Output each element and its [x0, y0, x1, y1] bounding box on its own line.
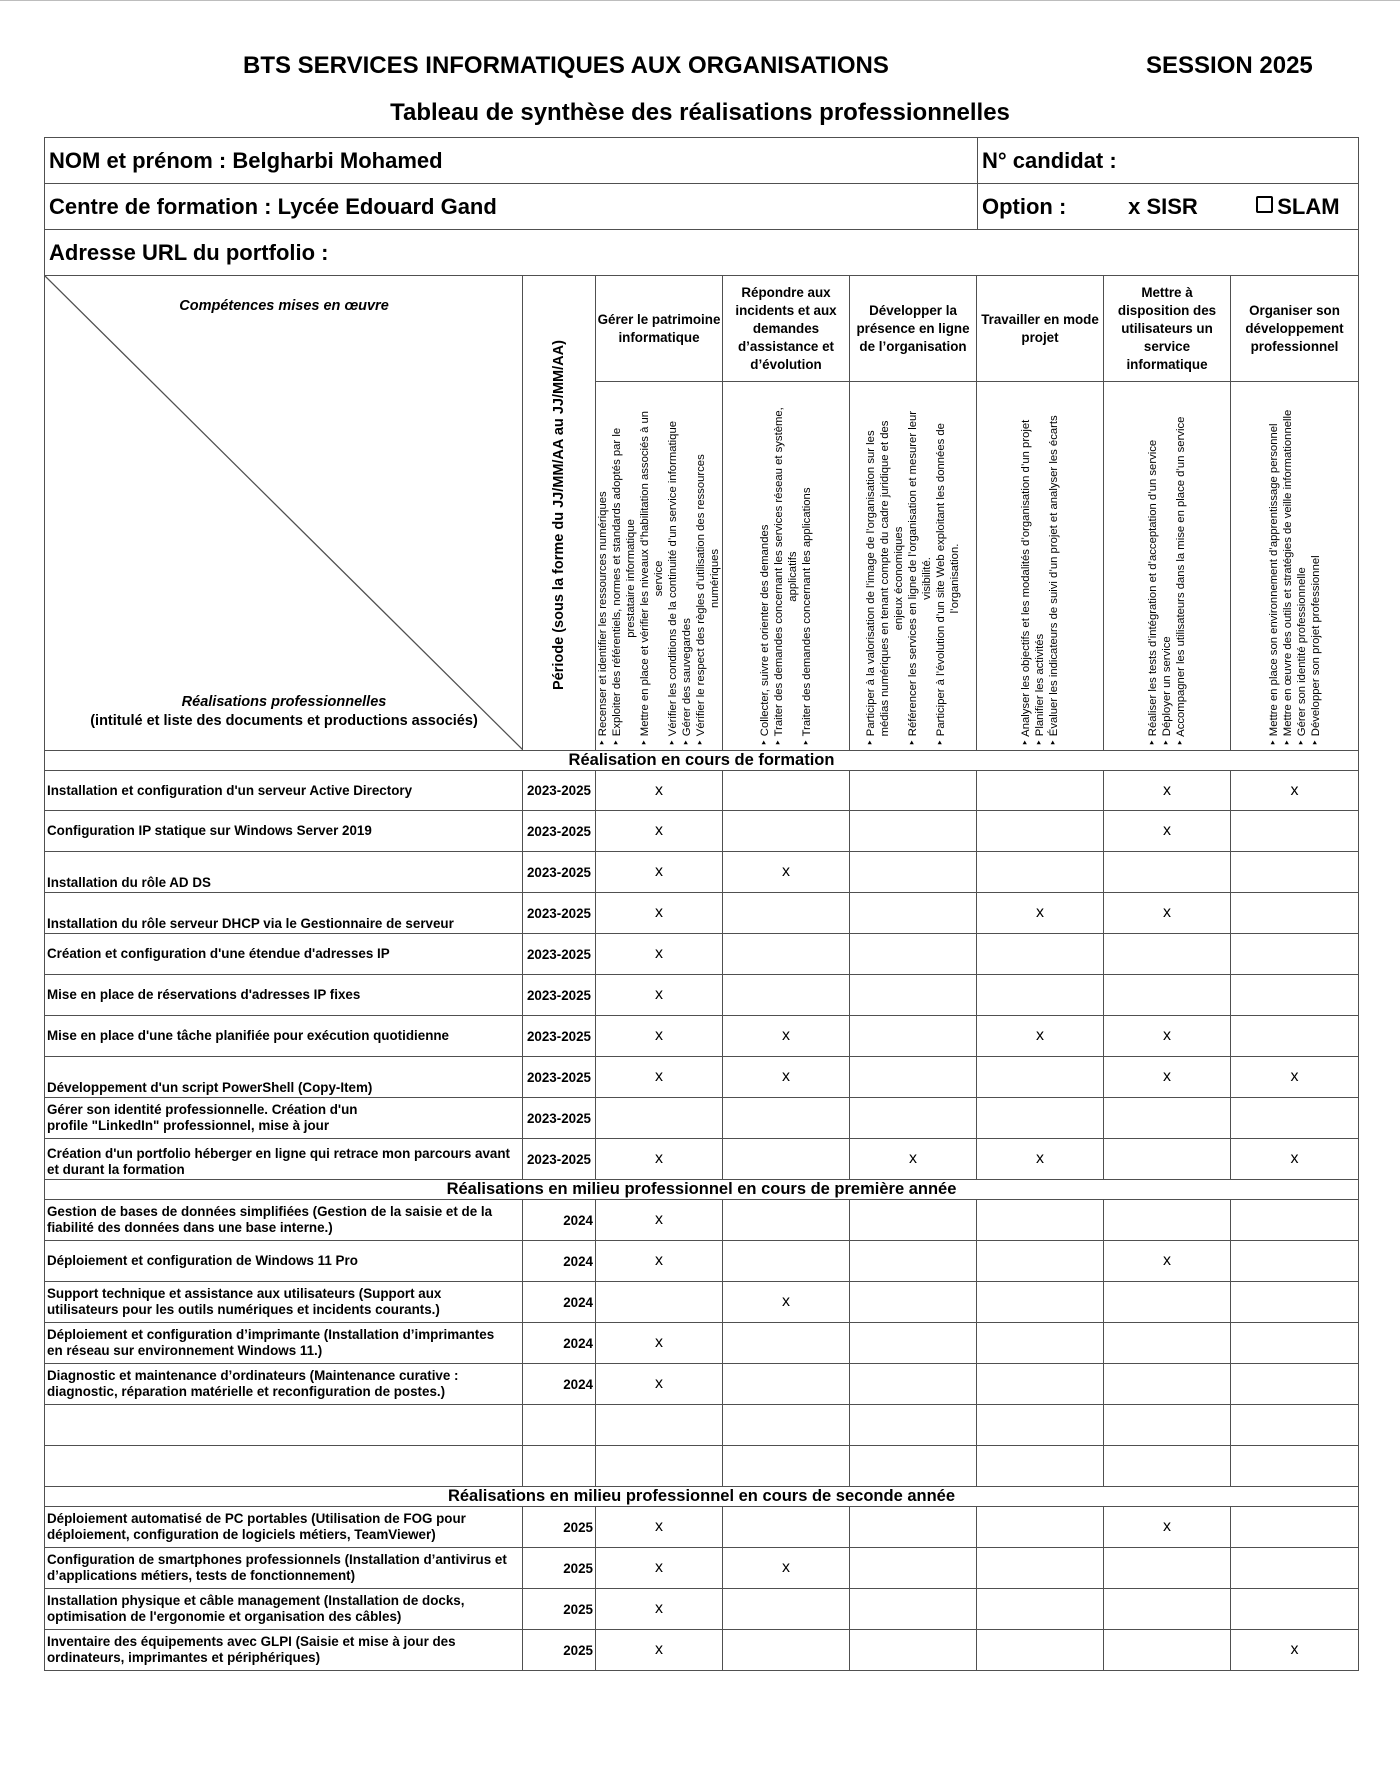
competence-mark	[977, 1057, 1104, 1098]
competence-mark: x	[596, 1548, 723, 1589]
realisation-period: 2023-2025	[523, 852, 596, 893]
realisation-label	[45, 1446, 523, 1487]
table-row	[45, 1405, 1359, 1446]
competence-mark	[723, 1323, 850, 1364]
competence-mark	[723, 893, 850, 934]
competence-mark: x	[596, 893, 723, 934]
option-slam[interactable]	[1256, 194, 1339, 220]
competence-mark	[723, 1405, 850, 1446]
realisation-period: 2023-2025	[523, 1057, 596, 1098]
competence-mark	[1231, 1098, 1359, 1139]
table-row	[45, 893, 1359, 934]
training-center: Centre de formation : Lycée Edouard Gand	[45, 184, 978, 230]
competence-mark	[850, 1589, 977, 1630]
diagonal-header-cell	[45, 276, 523, 751]
competence-mark	[850, 1323, 977, 1364]
realisation-label: Mise en place d'une tâche planifiée pour exécution quotidienne	[45, 1016, 523, 1057]
competence-mark: x	[1231, 1630, 1359, 1671]
competence-mark: x	[1104, 811, 1231, 852]
competence-mark	[1231, 1589, 1359, 1630]
table-row	[45, 1098, 1359, 1139]
competence-mark: x	[596, 771, 723, 811]
competence-mark: x	[596, 1016, 723, 1057]
competence-mark	[977, 975, 1104, 1016]
table-row	[45, 1446, 1359, 1487]
section-title: Réalisations en milieu professionnel en cours de seconde année	[45, 1487, 1359, 1507]
realisation-label: Déploiement et configuration d’imprimante (Installation d’imprimantes en réseau sur environnement Windows 11.)	[45, 1323, 523, 1364]
realisation-label: Installation physique et câble management (Installation de docks, optimisation de l'ergonomie et organisation des câbles)	[45, 1589, 523, 1630]
section-header-row	[45, 1180, 1359, 1200]
competence-mark	[977, 811, 1104, 852]
portfolio-url: Adresse URL du portfolio :	[45, 230, 1359, 276]
realisation-label: Gestion de bases de données simplifiées (Gestion de la saisie et de la fiabilité des données dans une base interne.)	[45, 1200, 523, 1241]
period-header-cell	[523, 276, 596, 751]
competence-mark	[850, 852, 977, 893]
competence-mark: x	[596, 1323, 723, 1364]
realisation-period: 2024	[523, 1364, 596, 1405]
competence-mark	[850, 1098, 977, 1139]
competence-item: ‣ Analyser les objectifs et les modalités d’organisation d’un projet	[1020, 419, 1032, 746]
competence-mark: x	[723, 1057, 850, 1098]
competence-item: ‣ Développer son projet professionnel	[1309, 555, 1322, 746]
realisations-label-title: Réalisations professionnelles	[181, 694, 387, 710]
competence-mark: x	[596, 852, 723, 893]
competence-item: service	[653, 560, 665, 597]
realisation-label: Développement d'un script PowerShell (Copy-Item)	[45, 1057, 523, 1098]
realisation-period: 2025	[523, 1630, 596, 1671]
option-label: Option :	[982, 193, 1067, 219]
realisation-period	[523, 1405, 596, 1446]
realisation-period: 2025	[523, 1589, 596, 1630]
competence-mark	[1231, 1364, 1359, 1405]
table-row	[45, 1016, 1359, 1057]
competence-mark	[723, 1200, 850, 1241]
competence-mark	[977, 934, 1104, 975]
competence-mark: x	[977, 1016, 1104, 1057]
competence-mark	[1104, 975, 1231, 1016]
competence-item: ‣ Collecter, suivre et orienter des demandes	[759, 524, 771, 746]
competence-mark	[723, 934, 850, 975]
competence-mark	[977, 1098, 1104, 1139]
realisation-label: Inventaire des équipements avec GLPI (Saisie et mise à jour des ordinateurs, imprimantes et périphériques)	[45, 1630, 523, 1671]
table-row	[45, 1200, 1359, 1241]
competence-item: ‣ Évaluer les indicateurs de suivi d’un projet et analyser les écarts	[1048, 415, 1060, 746]
competence-mark	[723, 1139, 850, 1180]
competence-mark	[596, 1098, 723, 1139]
candidate-number: N° candidat :	[978, 138, 1359, 184]
competence-mark	[1231, 1323, 1359, 1364]
competence-mark: x	[723, 1016, 850, 1057]
synthesis-sheet	[44, 137, 1358, 1777]
competence-mark	[596, 1282, 723, 1323]
competence-item: visibilité.	[921, 557, 933, 600]
competence-mark	[723, 1098, 850, 1139]
competence-header-2: Développer la présence en ligne de l’organisation	[850, 276, 977, 382]
competence-mark	[850, 1446, 977, 1487]
realisation-label	[45, 1405, 523, 1446]
competence-item: ‣ Traiter des demandes concernant les applications	[801, 487, 813, 746]
competence-item: ‣ Vérifier le respect des règles d’utilisation des ressources	[695, 454, 707, 746]
realisation-period: 2023-2025	[523, 771, 596, 811]
competence-item: applicatifs	[787, 551, 799, 602]
competence-mark	[850, 1016, 977, 1057]
table-row	[45, 1589, 1359, 1630]
competence-mark: x	[977, 893, 1104, 934]
competence-mark	[850, 1630, 977, 1671]
competence-items-3	[1019, 415, 1061, 746]
competence-header-1: Répondre aux incidents et aux demandes d’assistance et d’évolution	[723, 276, 850, 382]
competence-mark	[850, 811, 977, 852]
competence-mark: x	[1104, 1507, 1231, 1548]
section-header-row	[45, 751, 1359, 771]
option-field	[978, 184, 1359, 230]
competence-mark	[850, 1405, 977, 1446]
competence-mark: x	[723, 1282, 850, 1323]
table-row	[45, 1364, 1359, 1405]
competence-mark	[723, 1589, 850, 1630]
realisation-period: 2024	[523, 1241, 596, 1282]
competence-item: ‣ Participer à la valorisation de l’image de l’organisation sur les	[865, 430, 877, 746]
competence-mark	[1231, 975, 1359, 1016]
competence-mark	[850, 1241, 977, 1282]
realisations-label-subtitle: (intitulé et liste des documents et productions associés)	[90, 713, 478, 729]
table-row	[45, 811, 1359, 852]
competence-mark	[977, 1364, 1104, 1405]
competence-mark: x	[1104, 1057, 1231, 1098]
table-row	[45, 1057, 1359, 1098]
competence-mark	[977, 1630, 1104, 1671]
competence-mark: x	[596, 1241, 723, 1282]
competence-mark: x	[1104, 1241, 1231, 1282]
competence-mark	[723, 1630, 850, 1671]
competence-mark: x	[596, 1364, 723, 1405]
competence-item: ‣ Gérer des sauvegardes	[681, 618, 693, 746]
option-sisr[interactable]: x SISR	[1128, 193, 1198, 219]
realisation-period	[523, 1446, 596, 1487]
competence-mark	[850, 934, 977, 975]
table-row	[45, 975, 1359, 1016]
competence-mark	[1231, 1200, 1359, 1241]
realisation-label: Configuration IP statique sur Windows Server 2019	[45, 811, 523, 852]
table-row	[45, 1282, 1359, 1323]
competence-mark	[977, 771, 1104, 811]
competence-mark: x	[596, 975, 723, 1016]
competence-item: prestataire informatique	[625, 519, 637, 638]
competence-details-2	[850, 382, 977, 751]
competence-mark	[977, 1241, 1104, 1282]
session-label: SESSION 2025	[1146, 52, 1313, 79]
realisation-label: Gérer son identité professionnelle. Création d'un profile "LinkedIn" professionnel, mise à jour	[45, 1098, 523, 1139]
competence-mark: x	[1104, 771, 1231, 811]
competence-header-5: Organiser son développement professionnel	[1231, 276, 1359, 382]
table-row	[45, 1323, 1359, 1364]
realisation-period: 2024	[523, 1282, 596, 1323]
competence-header-3: Travailler en mode projet	[977, 276, 1104, 382]
competence-mark	[723, 1507, 850, 1548]
option-slam-label: SLAM	[1277, 193, 1340, 219]
period-header: Période (sous la forme du JJ/MM/AA au JJ/MM/AA)	[551, 340, 567, 690]
competence-mark: x	[1104, 893, 1231, 934]
competence-mark	[977, 1548, 1104, 1589]
competence-details-0	[596, 382, 723, 751]
competence-items-1	[758, 407, 814, 746]
competence-mark	[1104, 1139, 1231, 1180]
competence-mark: x	[1231, 1139, 1359, 1180]
competence-mark	[977, 852, 1104, 893]
competence-item: numériques	[709, 548, 721, 608]
competence-mark	[1104, 1548, 1231, 1589]
competence-mark	[850, 771, 977, 811]
candidate-info-table	[44, 137, 1359, 276]
realisation-label: Installation du rôle serveur DHCP via le Gestionnaire de serveur	[45, 893, 523, 934]
realisation-label: Déploiement et configuration de Windows 11 Pro	[45, 1241, 523, 1282]
realisation-label: Déploiement automatisé de PC portables (Utilisation de FOG pour déploiement, configuration de logiciels métiers, TeamViewer)	[45, 1507, 523, 1548]
competence-item: ‣ Réaliser les tests d’intégration et d’acceptation d’un service	[1147, 439, 1159, 746]
competence-mark	[850, 893, 977, 934]
competence-items-0	[596, 411, 722, 746]
competence-items-4	[1146, 417, 1188, 746]
competence-mark	[1104, 1098, 1231, 1139]
realisation-period: 2023-2025	[523, 1016, 596, 1057]
competence-mark	[977, 1200, 1104, 1241]
realisation-period: 2025	[523, 1507, 596, 1548]
competence-mark	[1231, 1016, 1359, 1057]
realisation-label: Mise en place de réservations d'adresses IP fixes	[45, 975, 523, 1016]
competence-item: ‣ Déployer un service	[1161, 636, 1173, 746]
competence-mark	[723, 1364, 850, 1405]
competence-item: ‣ Recenser et identifier les ressources numériques	[597, 491, 609, 746]
competence-mark	[977, 1405, 1104, 1446]
competence-mark	[1104, 852, 1231, 893]
realisations-table	[44, 275, 1359, 1671]
competence-item: ‣ Exploiter des référentiels, normes et standards adoptés par le	[611, 427, 623, 746]
competence-mark	[1231, 811, 1359, 852]
realisation-period: 2023-2025	[523, 893, 596, 934]
top-border	[0, 0, 1400, 1]
checkbox-icon	[1256, 196, 1273, 213]
competence-item: ‣ Mettre en place et vérifier les niveaux d’habilitation associés à un	[639, 410, 651, 746]
realisation-period: 2023-2025	[523, 975, 596, 1016]
competence-mark	[977, 1507, 1104, 1548]
document-title: BTS SERVICES INFORMATIQUES AUX ORGANISATIONS	[243, 52, 889, 79]
competence-mark: x	[596, 1200, 723, 1241]
competence-mark	[1231, 1548, 1359, 1589]
competence-mark: x	[596, 1589, 723, 1630]
competence-item: ‣ Traiter des demandes concernant les services réseau et système,	[773, 407, 785, 746]
competence-header-0: Gérer le patrimoine informatique	[596, 276, 723, 382]
competence-mark	[1104, 1446, 1231, 1487]
competences-label: Compétences mises en œuvre	[179, 298, 389, 314]
realisation-label: Configuration de smartphones professionnels (Installation d’antivirus et d’applications métiers, tests de fonctionnement)	[45, 1548, 523, 1589]
table-row	[45, 1507, 1359, 1548]
competence-mark	[1231, 893, 1359, 934]
section-title: Réalisation en cours de formation	[45, 751, 1359, 771]
realisation-period: 2023-2025	[523, 1098, 596, 1139]
realisation-label: Support technique et assistance aux utilisateurs (Support aux utilisateurs pour les outils numériques et incidents courants.)	[45, 1282, 523, 1323]
competence-details-4	[1104, 382, 1231, 751]
competence-item: ‣ Référencer les services en ligne de l’organisation et mesurer leur	[907, 410, 919, 746]
realisation-label: Création et configuration d'une étendue d'adresses IP	[45, 934, 523, 975]
competence-item: ‣ Gérer son identité professionnelle	[1295, 567, 1308, 746]
section-title: Réalisations en milieu professionnel en cours de première année	[45, 1180, 1359, 1200]
competence-items-2	[864, 411, 962, 746]
competence-item: ‣ Planifier les activités	[1034, 633, 1046, 746]
competence-mark: x	[723, 1548, 850, 1589]
competence-mark	[850, 1548, 977, 1589]
competence-mark	[1104, 1630, 1231, 1671]
competence-mark	[1231, 934, 1359, 975]
competence-mark	[723, 1241, 850, 1282]
competence-item: ‣ Mettre en place son environnement d’apprentissage personnel	[1267, 423, 1280, 746]
competence-mark: x	[596, 1630, 723, 1671]
competence-mark: x	[596, 811, 723, 852]
table-row	[45, 1139, 1359, 1180]
realisation-label: Installation et configuration d'un serveur Active Directory	[45, 771, 523, 811]
realisation-label: Création d'un portfolio héberger en ligne qui retrace mon parcours avant et durant la formation	[45, 1139, 523, 1180]
competence-mark: x	[1104, 1016, 1231, 1057]
competence-mark: x	[596, 1139, 723, 1180]
competence-mark: x	[977, 1139, 1104, 1180]
table-row	[45, 1241, 1359, 1282]
competence-mark	[723, 1446, 850, 1487]
realisation-period: 2025	[523, 1548, 596, 1589]
realisation-label: Installation du rôle AD DS	[45, 852, 523, 893]
competence-mark	[850, 975, 977, 1016]
table-row	[45, 852, 1359, 893]
competence-details-1	[723, 382, 850, 751]
competence-mark	[977, 1323, 1104, 1364]
candidate-name: NOM et prénom : Belgharbi Mohamed	[45, 138, 978, 184]
competence-mark	[1104, 1200, 1231, 1241]
competence-mark	[977, 1446, 1104, 1487]
competence-mark	[723, 771, 850, 811]
competence-item: ‣ Participer à l’évolution d’un site Web exploitant les données de	[935, 423, 947, 746]
realisation-period: 2024	[523, 1200, 596, 1241]
competence-mark	[1104, 1405, 1231, 1446]
competence-mark: x	[596, 1057, 723, 1098]
competence-item: ‣ Vérifier les conditions de la continuité d’un service informatique	[667, 420, 679, 746]
competence-header-4: Mettre à disposition des utilisateurs un service informatique	[1104, 276, 1231, 382]
competence-mark: x	[850, 1139, 977, 1180]
competence-mark	[1231, 1507, 1359, 1548]
competence-mark	[1231, 1241, 1359, 1282]
section-header-row	[45, 1487, 1359, 1507]
table-row	[45, 771, 1359, 811]
competence-mark: x	[596, 1507, 723, 1548]
competence-item: ‣ Mettre en œuvre des outils et stratégies de veille informationnelle	[1281, 409, 1294, 746]
competence-details-3	[977, 382, 1104, 751]
competence-mark	[1231, 1282, 1359, 1323]
competence-details-5	[1231, 382, 1359, 751]
competence-mark	[1104, 934, 1231, 975]
realisations-label	[45, 693, 523, 731]
competence-mark	[1104, 1282, 1231, 1323]
diagonal-line	[45, 276, 523, 750]
table-row	[45, 1548, 1359, 1589]
competence-mark: x	[596, 934, 723, 975]
competence-mark	[977, 1589, 1104, 1630]
competence-mark	[1231, 1446, 1359, 1487]
competence-mark	[1104, 1323, 1231, 1364]
competence-mark	[850, 1507, 977, 1548]
realisation-period: 2023-2025	[523, 811, 596, 852]
competence-mark	[850, 1282, 977, 1323]
competence-mark	[723, 975, 850, 1016]
competence-mark	[1104, 1589, 1231, 1630]
competence-mark	[850, 1364, 977, 1405]
competence-mark	[977, 1282, 1104, 1323]
realisation-label: Diagnostic et maintenance d’ordinateurs (Maintenance curative : diagnostic, réparation matérielle et reconfiguration de postes.)	[45, 1364, 523, 1405]
competence-mark	[723, 811, 850, 852]
table-row	[45, 1630, 1359, 1671]
competence-items-5	[1267, 410, 1323, 746]
table-row	[45, 934, 1359, 975]
competence-mark: x	[1231, 771, 1359, 811]
competence-mark	[596, 1405, 723, 1446]
realisation-period: 2024	[523, 1323, 596, 1364]
competence-mark	[1231, 1405, 1359, 1446]
competence-mark	[850, 1057, 977, 1098]
competence-item: ‣ Accompagner les utilisateurs dans la mise en place d’un service	[1175, 416, 1187, 746]
competence-item: enjeux économiques	[893, 526, 905, 631]
competence-mark	[596, 1446, 723, 1487]
competence-item: l’organisation.	[949, 543, 961, 614]
competence-mark: x	[723, 852, 850, 893]
competence-item: médias numériques en tenant compte du cadre juridique et des	[879, 420, 891, 737]
competence-mark: x	[1231, 1057, 1359, 1098]
competence-mark	[1104, 1364, 1231, 1405]
competence-mark	[1231, 852, 1359, 893]
realisation-period: 2023-2025	[523, 1139, 596, 1180]
document-subtitle: Tableau de synthèse des réalisations professionnelles	[390, 99, 1010, 126]
realisation-period: 2023-2025	[523, 934, 596, 975]
competence-mark	[850, 1200, 977, 1241]
